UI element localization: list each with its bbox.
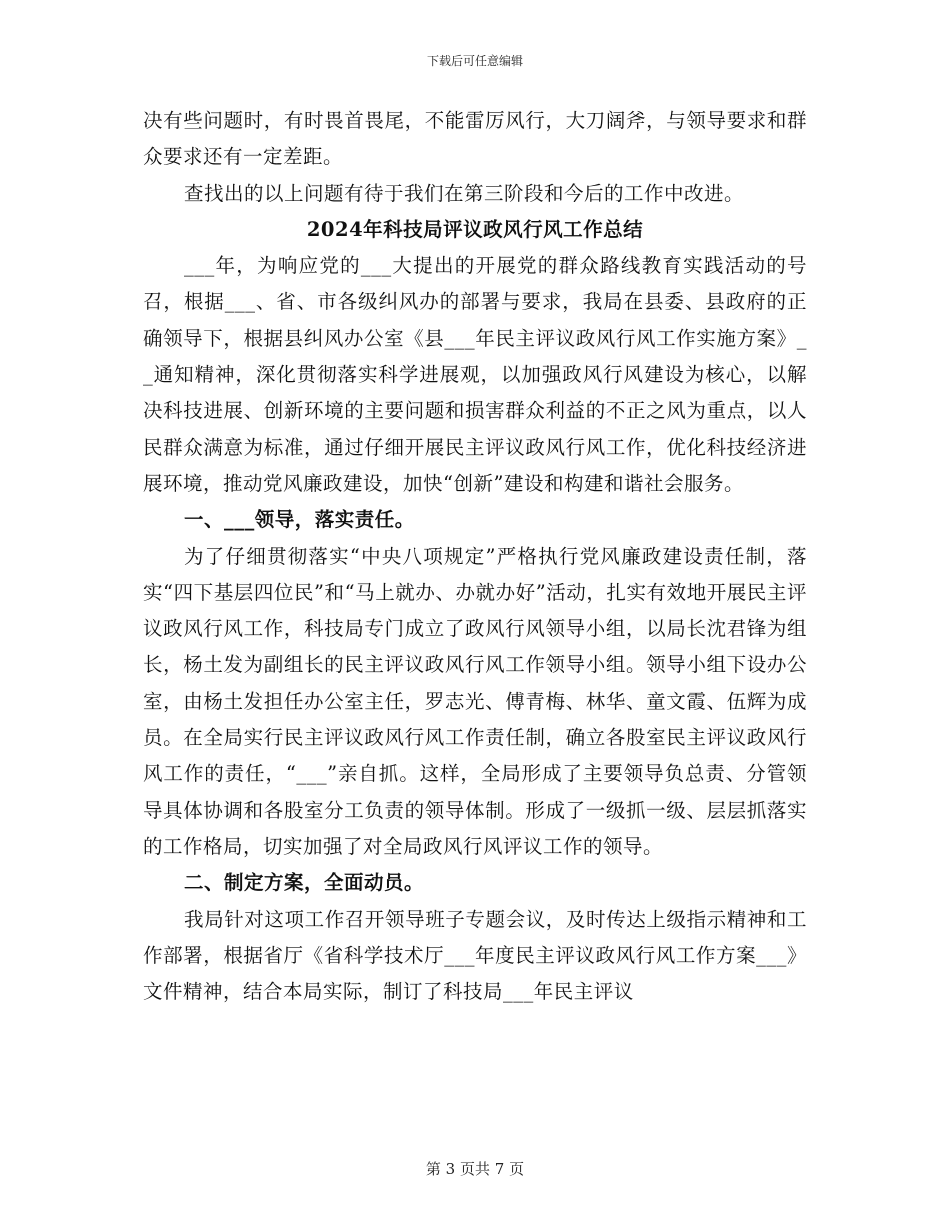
section-heading-1: 一、___领导，落实责任。 [184,508,415,532]
paragraph-continuation: 决有些问题时，有时畏首畏尾，不能雷厉风行，大刀阔斧，与领导要求和群众要求还有一定差距。 [143,109,807,169]
paragraph-section-1: 为了仔细贯彻落实“中央八项规定”严格执行党风廉政建设责任制，落实“四下基层四位民”和“马上就办、办就办好”活动，扎实有效地开展民主评议政风行风工作，科技局专门成立了政风行风领导小组，以局长沈君锋为组长，杨土发为副组长的民主评议政风行风工作领导小组。领导小组下设办公室，由杨土发担任办公室主任，罗志光、傅青梅、林华、童文霞、伍辉为成员。在全局实行民主评议政风行风工作责任制，确立各股室民主评议政风行风工作的责任，“___”亲自抓。这样，全局形成了主要领导负总责、分管领导具体协调和各股室分工负责的领导体制。形成了一级抓一级、层层抓落实的工作格局，切实加强了对全局政风行风评议工作的领导。 [143,544,807,858]
document-body [143,103,807,1010]
page-footer: 第 3 页共 7 页 [425,1160,525,1178]
paragraph-section-2: 我局针对这项工作召开领导班子专题会议，及时传达上级指示精神和工作部署，根据省厅《省科学技术厅___年度民主评议政风行风工作方案___》文件精神，结合本局实际，制订了科技局___年民主评议 [143,907,807,1004]
paragraph-intro: ___年，为响应党的___大提出的开展党的群众路线教育实践活动的号召，根据___、省、市各级纠风办的部署与要求，我局在县委、县政府的正确领导下，根据县纠风办公室《县___年民主评议政风行风工作实施方案》__通知精神，深化贯彻落实科学进展观，以加强政风行风建设为核心，以解决科技进展、创新环境的主要问题和损害群众利益的不正之风为重点，以人民群众满意为标准，通过仔细开展民主评议政风行风工作，优化科技经济进展环境，推动党风廉政建设，加快“创新”建设和构建和谐社会服务。 [143,254,807,495]
paragraph-improvement: 查找出的以上问题有待于我们在第三阶段和今后的工作中改进。 [184,181,745,205]
document-title: 2024年科技局评议政风行风工作总结 [306,217,644,241]
page-header: 下载后可任意编辑 [426,54,523,68]
section-heading-2: 二、制定方案，全面动员。 [184,871,425,895]
